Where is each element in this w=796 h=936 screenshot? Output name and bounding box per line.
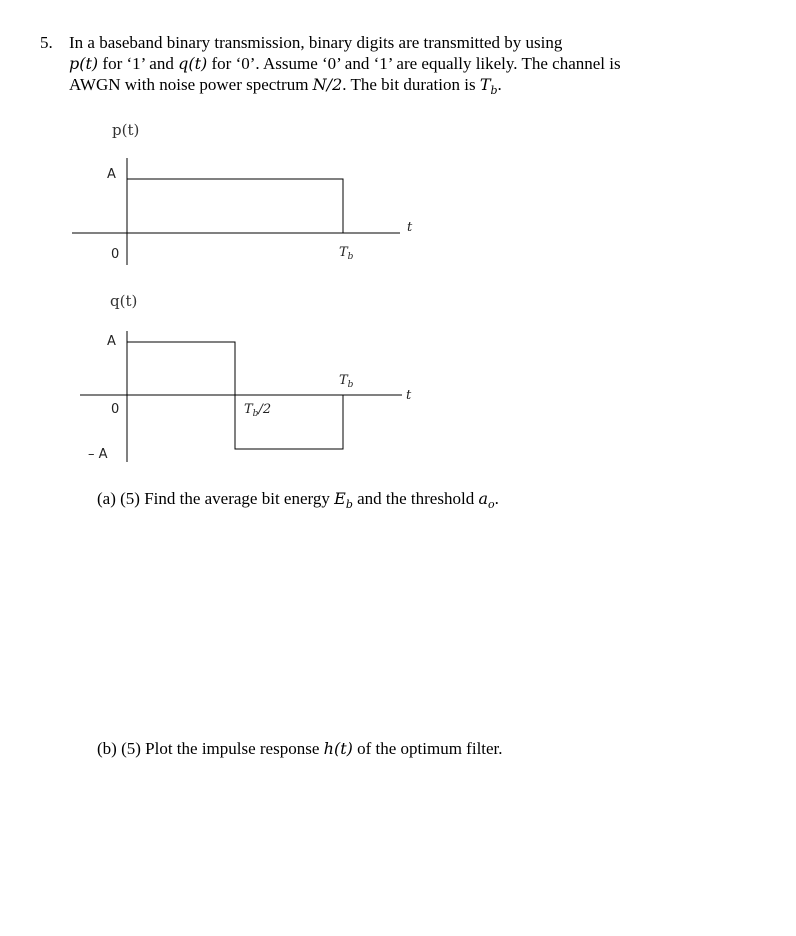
figure-p-amplitude-label: A (107, 167, 116, 182)
problem-line-3-text-a: AWGN with noise power spectrum (69, 75, 313, 94)
part-a-text-b: and the threshold (352, 489, 479, 508)
threshold-symbol (478, 489, 495, 511)
problem-line-2-text-b: for ‘0’. Assume ‘0’ and ‘1’ are equally likely. The channel is (207, 54, 621, 73)
problem-line-3-end: . (497, 75, 502, 94)
problem-line-2-text-a: for ‘1’ and (98, 54, 179, 73)
figure-p-tb-main: T (339, 245, 348, 260)
tb-main: T (479, 75, 491, 94)
figure-q-waveform (80, 292, 412, 462)
figure-q-zero-label: 0 (111, 402, 120, 417)
figure-q-title: q(t) (110, 292, 138, 310)
figure-q-tb-label (339, 373, 354, 390)
figure-p-tb-label (339, 245, 354, 262)
eb-main: E (334, 489, 346, 508)
noise-spectrum-symbol: N/2 (312, 75, 343, 94)
a0-main: a (478, 489, 488, 508)
figure-q-half-tb-main: T (244, 402, 253, 417)
problem-line-3-text-b: . The bit duration is (342, 75, 480, 94)
figure-q-half-tb-sub: b (252, 409, 259, 419)
figure-p-title: p(t) (112, 121, 140, 139)
q-symbol: q(t) (178, 54, 208, 73)
part-a-question (97, 488, 499, 515)
figure-q-amplitude-label: A (107, 334, 116, 349)
figure-p-zero-label: 0 (111, 247, 120, 262)
part-a-end: . (494, 489, 499, 508)
figure-q-half-tb-label (244, 402, 271, 419)
impulse-response-symbol: h(t) (323, 739, 353, 758)
part-b-text-b: of the optimum filter. (352, 739, 503, 758)
figure-p-pulse (127, 179, 343, 233)
figure-q-tb-main: T (339, 373, 348, 388)
a0-sub: o (488, 498, 495, 511)
problem-number: 5. (40, 33, 53, 52)
part-b-question (97, 738, 503, 759)
figure-p-axis-label: t (407, 220, 413, 235)
part-a-text-a: (a) (5) Find the average bit energy (97, 489, 335, 508)
figure-p-tb-sub: b (347, 252, 354, 262)
figure-q-half-tb-post: /2 (258, 402, 272, 417)
eb-sub: b (345, 498, 353, 511)
problem-line-1: In a baseband binary transmission, binary digits are transmitted by using (69, 33, 563, 52)
bit-energy-symbol (334, 489, 353, 511)
part-b-text-a: (b) (5) Plot the impulse response (97, 739, 324, 758)
tb-sub: b (490, 84, 498, 97)
figure-p-waveform (72, 121, 413, 265)
figure-q-tb-sub: b (347, 380, 354, 390)
figure-q-neg-amplitude-label: – A (88, 447, 108, 462)
p-symbol: p(t) (69, 54, 99, 73)
figure-q-axis-label: t (406, 388, 412, 403)
